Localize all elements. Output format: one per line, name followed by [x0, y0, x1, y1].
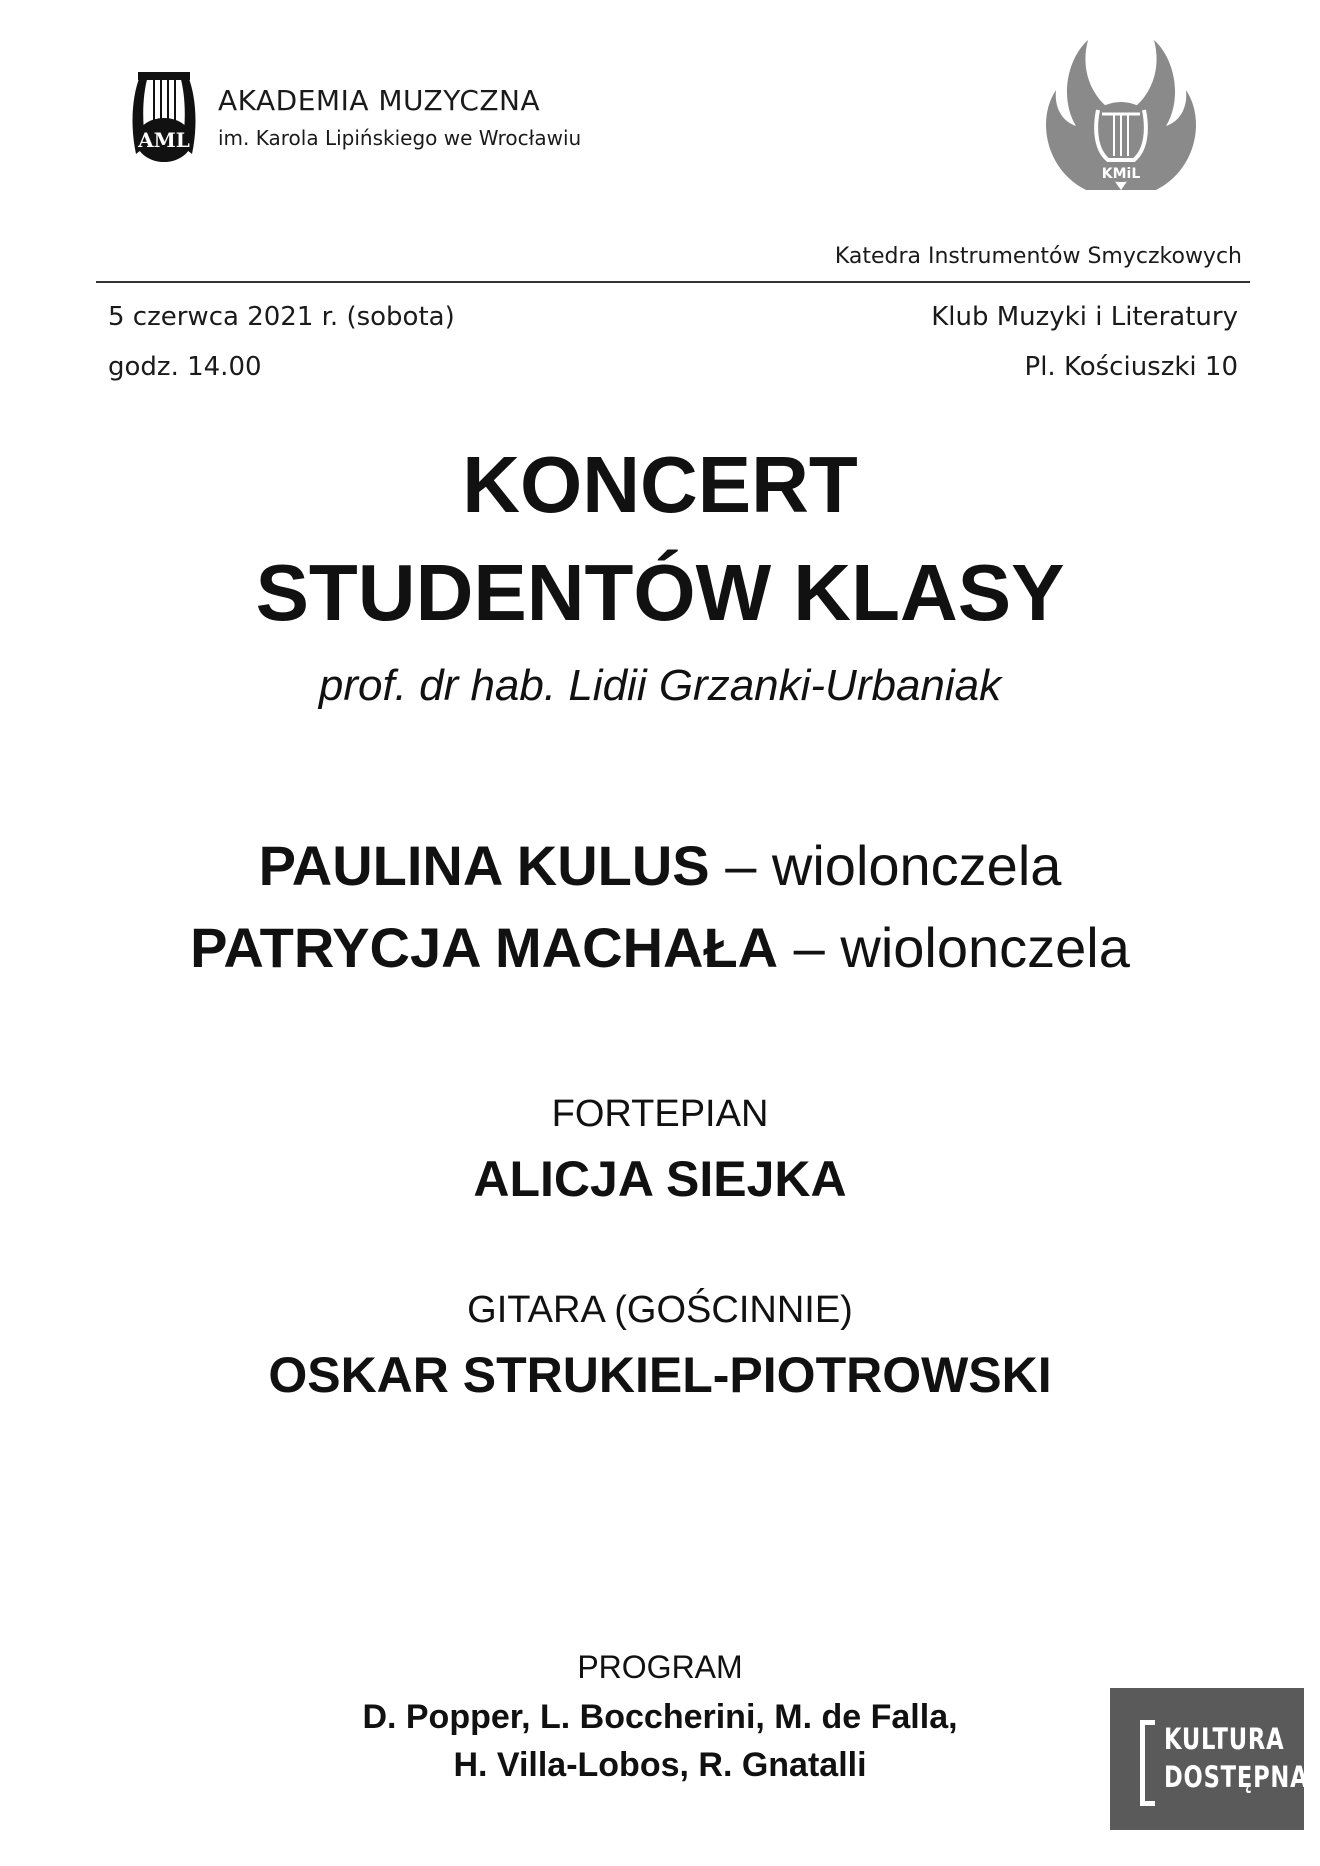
performer-row [0, 834, 1320, 898]
concert-title-line1: KONCERT [462, 440, 858, 529]
bracket-icon [1140, 1720, 1155, 1806]
program-label: PROGRAM [577, 1649, 743, 1685]
kultura-dostepna-badge [1110, 1688, 1309, 1830]
event-venue: Klub Muzyki i Literatury [931, 302, 1238, 332]
performer-row [0, 916, 1320, 980]
event-date: 5 czerwca 2021 r. (sobota) [108, 302, 455, 332]
kmil-club-logo [1036, 30, 1206, 200]
academy-subtitle: im. Karola Lipińskiego we Wrocławiu [218, 126, 582, 150]
department-name: Katedra Instrumentów Smyczkowych [834, 244, 1242, 269]
program-composers-line1: D. Popper, L. Boccherini, M. de Falla, [362, 1698, 958, 1736]
event-time: godz. 14.00 [108, 352, 262, 382]
kmil-logo-lettering: KMiL [1101, 166, 1141, 182]
header-divider [96, 281, 1250, 283]
performer-name: PATRYCJA MACHAŁA [190, 916, 779, 979]
badge-line2: DOSTĘPNA [1164, 1760, 1309, 1794]
piano-label: FORTEPIAN [551, 1093, 769, 1135]
guitarist-name: OSKAR STRUKIEL-PIOTROWSKI [268, 1347, 1052, 1403]
professor-name: prof. dr hab. Lidii Grzanki-Urbaniak [318, 661, 1002, 710]
performer-instrument: – wiolonczela [793, 916, 1130, 979]
program-composers-line2: H. Villa-Lobos, R. Gnatalli [453, 1746, 867, 1784]
event-address: Pl. Kościuszki 10 [1024, 352, 1238, 382]
guitar-label: GITARA (GOŚCINNIE) [467, 1289, 853, 1331]
performer-name: PAULINA KULUS [258, 834, 710, 897]
performer-instrument: – wiolonczela [725, 834, 1062, 897]
concert-title-line2: STUDENTÓW KLASY [255, 548, 1065, 637]
badge-line1: KULTURA [1164, 1722, 1285, 1756]
academy-logo-lettering: AML [138, 128, 190, 152]
academy-lyre-logo [128, 66, 200, 166]
pianist-name: ALICJA SIEJKA [473, 1151, 847, 1207]
kmil-logo-letter: W [1114, 90, 1128, 106]
academy-name: AKADEMIA MUZYCZNA [218, 84, 541, 117]
